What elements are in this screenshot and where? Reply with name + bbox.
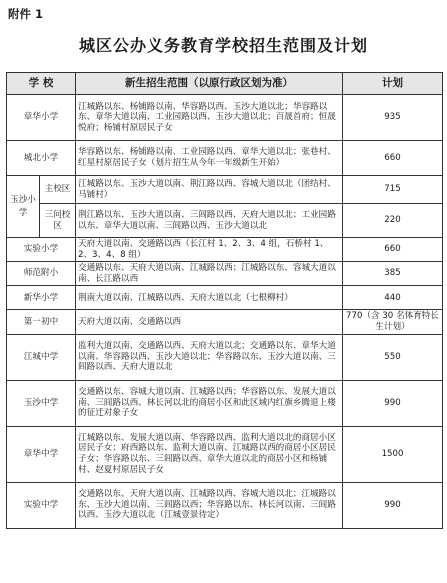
school-name: 新华小学 xyxy=(7,286,76,310)
enrollment-plan: 770（含 30 名体育特长生计划） xyxy=(343,310,443,334)
school-name: 玉沙中学 xyxy=(7,380,76,426)
enrollment-plan: 660 xyxy=(343,141,443,176)
enrollment-scope: 天府大道以南、交通路以西 xyxy=(76,310,343,334)
table-row xyxy=(7,482,443,528)
enrollment-scope: 江城路以东、杨铺路以南、华容路以西、玉沙大道以北；华容路以东、章华大道以南、工业园路以西、玉沙大道以北；百晟首府；恒晟悦府；杨铺村原居民子女 xyxy=(76,95,343,141)
enrollment-plan: 440 xyxy=(343,286,443,310)
enrollment-scope: 交通路以东、天府大道以南、江城路以西、容城大道以北；江城路以东、玉沙大道以南、三闾路以西；华容路以东、林长河以南、三闾路以西、玉沙大道以北（江城壹景待定） xyxy=(76,482,343,528)
attachment-label: 附件 1 xyxy=(8,7,44,21)
table-row xyxy=(7,238,443,262)
enrollment-table xyxy=(6,72,443,529)
table-row xyxy=(7,262,443,286)
enrollment-plan: 550 xyxy=(343,334,443,380)
col-header-school: 学 校 xyxy=(7,73,76,95)
table-row xyxy=(7,176,443,204)
enrollment-scope: 交通路以东、容城大道以南、江城路以西；华容路以东、发展大道以南、三闾路以西、林长河以北的商居小区和此区域内红旗乡腾退上楼的征迁对象子女 xyxy=(76,380,343,426)
enrollment-scope: 江城路以东、玉沙大道以南、荆江路以西、容城大道以北（团结村、马铺村） xyxy=(76,176,343,204)
school-name: 章华小学 xyxy=(7,95,76,141)
table-row xyxy=(7,95,443,141)
school-name: 实验小学 xyxy=(7,238,76,262)
enrollment-scope: 华容路以东、杨铺路以南、工业园路以西、章华大道以北；张巷村、红星村原居民子女（划片招生从今年一年级新生开始） xyxy=(76,141,343,176)
enrollment-plan: 935 xyxy=(343,95,443,141)
campus-name: 主校区 xyxy=(40,176,76,204)
school-group-name: 玉沙小学 xyxy=(7,176,40,238)
school-name: 江城中学 xyxy=(7,334,76,380)
enrollment-scope: 荆江路以东、玉沙大道以南、三闾路以西、天府大道以北；工业园路以东、章华大道以南、三闾路以西、玉沙大道以北 xyxy=(76,204,343,238)
enrollment-scope: 监利大道以南、交通路以西、天府大道以北；交通路以东、章华大道以南、华容路以西、玉沙大道以北；华容路以东、玉沙大道以南、三闾路以西、天府大道以北 xyxy=(76,334,343,380)
school-name: 章华中学 xyxy=(7,426,76,482)
enrollment-plan: 1500 xyxy=(343,426,443,482)
enrollment-plan: 990 xyxy=(343,380,443,426)
school-name: 城北小学 xyxy=(7,141,76,176)
table-row xyxy=(7,426,443,482)
document-title: 城区公办义务教育学校招生范围及计划 xyxy=(78,36,368,55)
enrollment-plan: 990 xyxy=(343,482,443,528)
school-name: 实验中学 xyxy=(7,482,76,528)
table-header-row xyxy=(7,73,443,95)
enrollment-scope: 天府大道以南、交通路以西（长江村 1、2、3、4 组，石桥村 1、2、3、4、8 组） xyxy=(76,238,343,262)
enrollment-plan: 220 xyxy=(343,204,443,238)
col-header-plan: 计划 xyxy=(343,73,443,95)
campus-name: 三问校区 xyxy=(40,204,76,238)
enrollment-scope: 江城路以东、发展大道以南、华容路以西、监利大道以北的商居小区居民子女；府西路以东、监利大道以南、江城路以西的商居小区居民子女；华容路以东、三闾路以西、章华大道以北的商居小区和杨铺村、赵夏村原居民子女 xyxy=(76,426,343,482)
enrollment-plan: 660 xyxy=(343,238,443,262)
table-row xyxy=(7,141,443,176)
enrollment-scope: 荆南大道以南、江城路以西、天府大道以北（七根柳村） xyxy=(76,286,343,310)
table-row xyxy=(7,204,443,238)
table-row xyxy=(7,310,443,334)
col-header-scope: 新生招生范围（以原行政区划为准） xyxy=(76,73,343,95)
enrollment-plan: 385 xyxy=(343,262,443,286)
enrollment-plan: 715 xyxy=(343,176,443,204)
table-row xyxy=(7,286,443,310)
table-row xyxy=(7,334,443,380)
school-name: 第一初中 xyxy=(7,310,76,334)
enrollment-scope: 交通路以东、天府大道以南、江城路以西；江城路以东、容城大道以南、长江路以西 xyxy=(76,262,343,286)
table-row xyxy=(7,380,443,426)
school-name: 师范附小 xyxy=(7,262,76,286)
